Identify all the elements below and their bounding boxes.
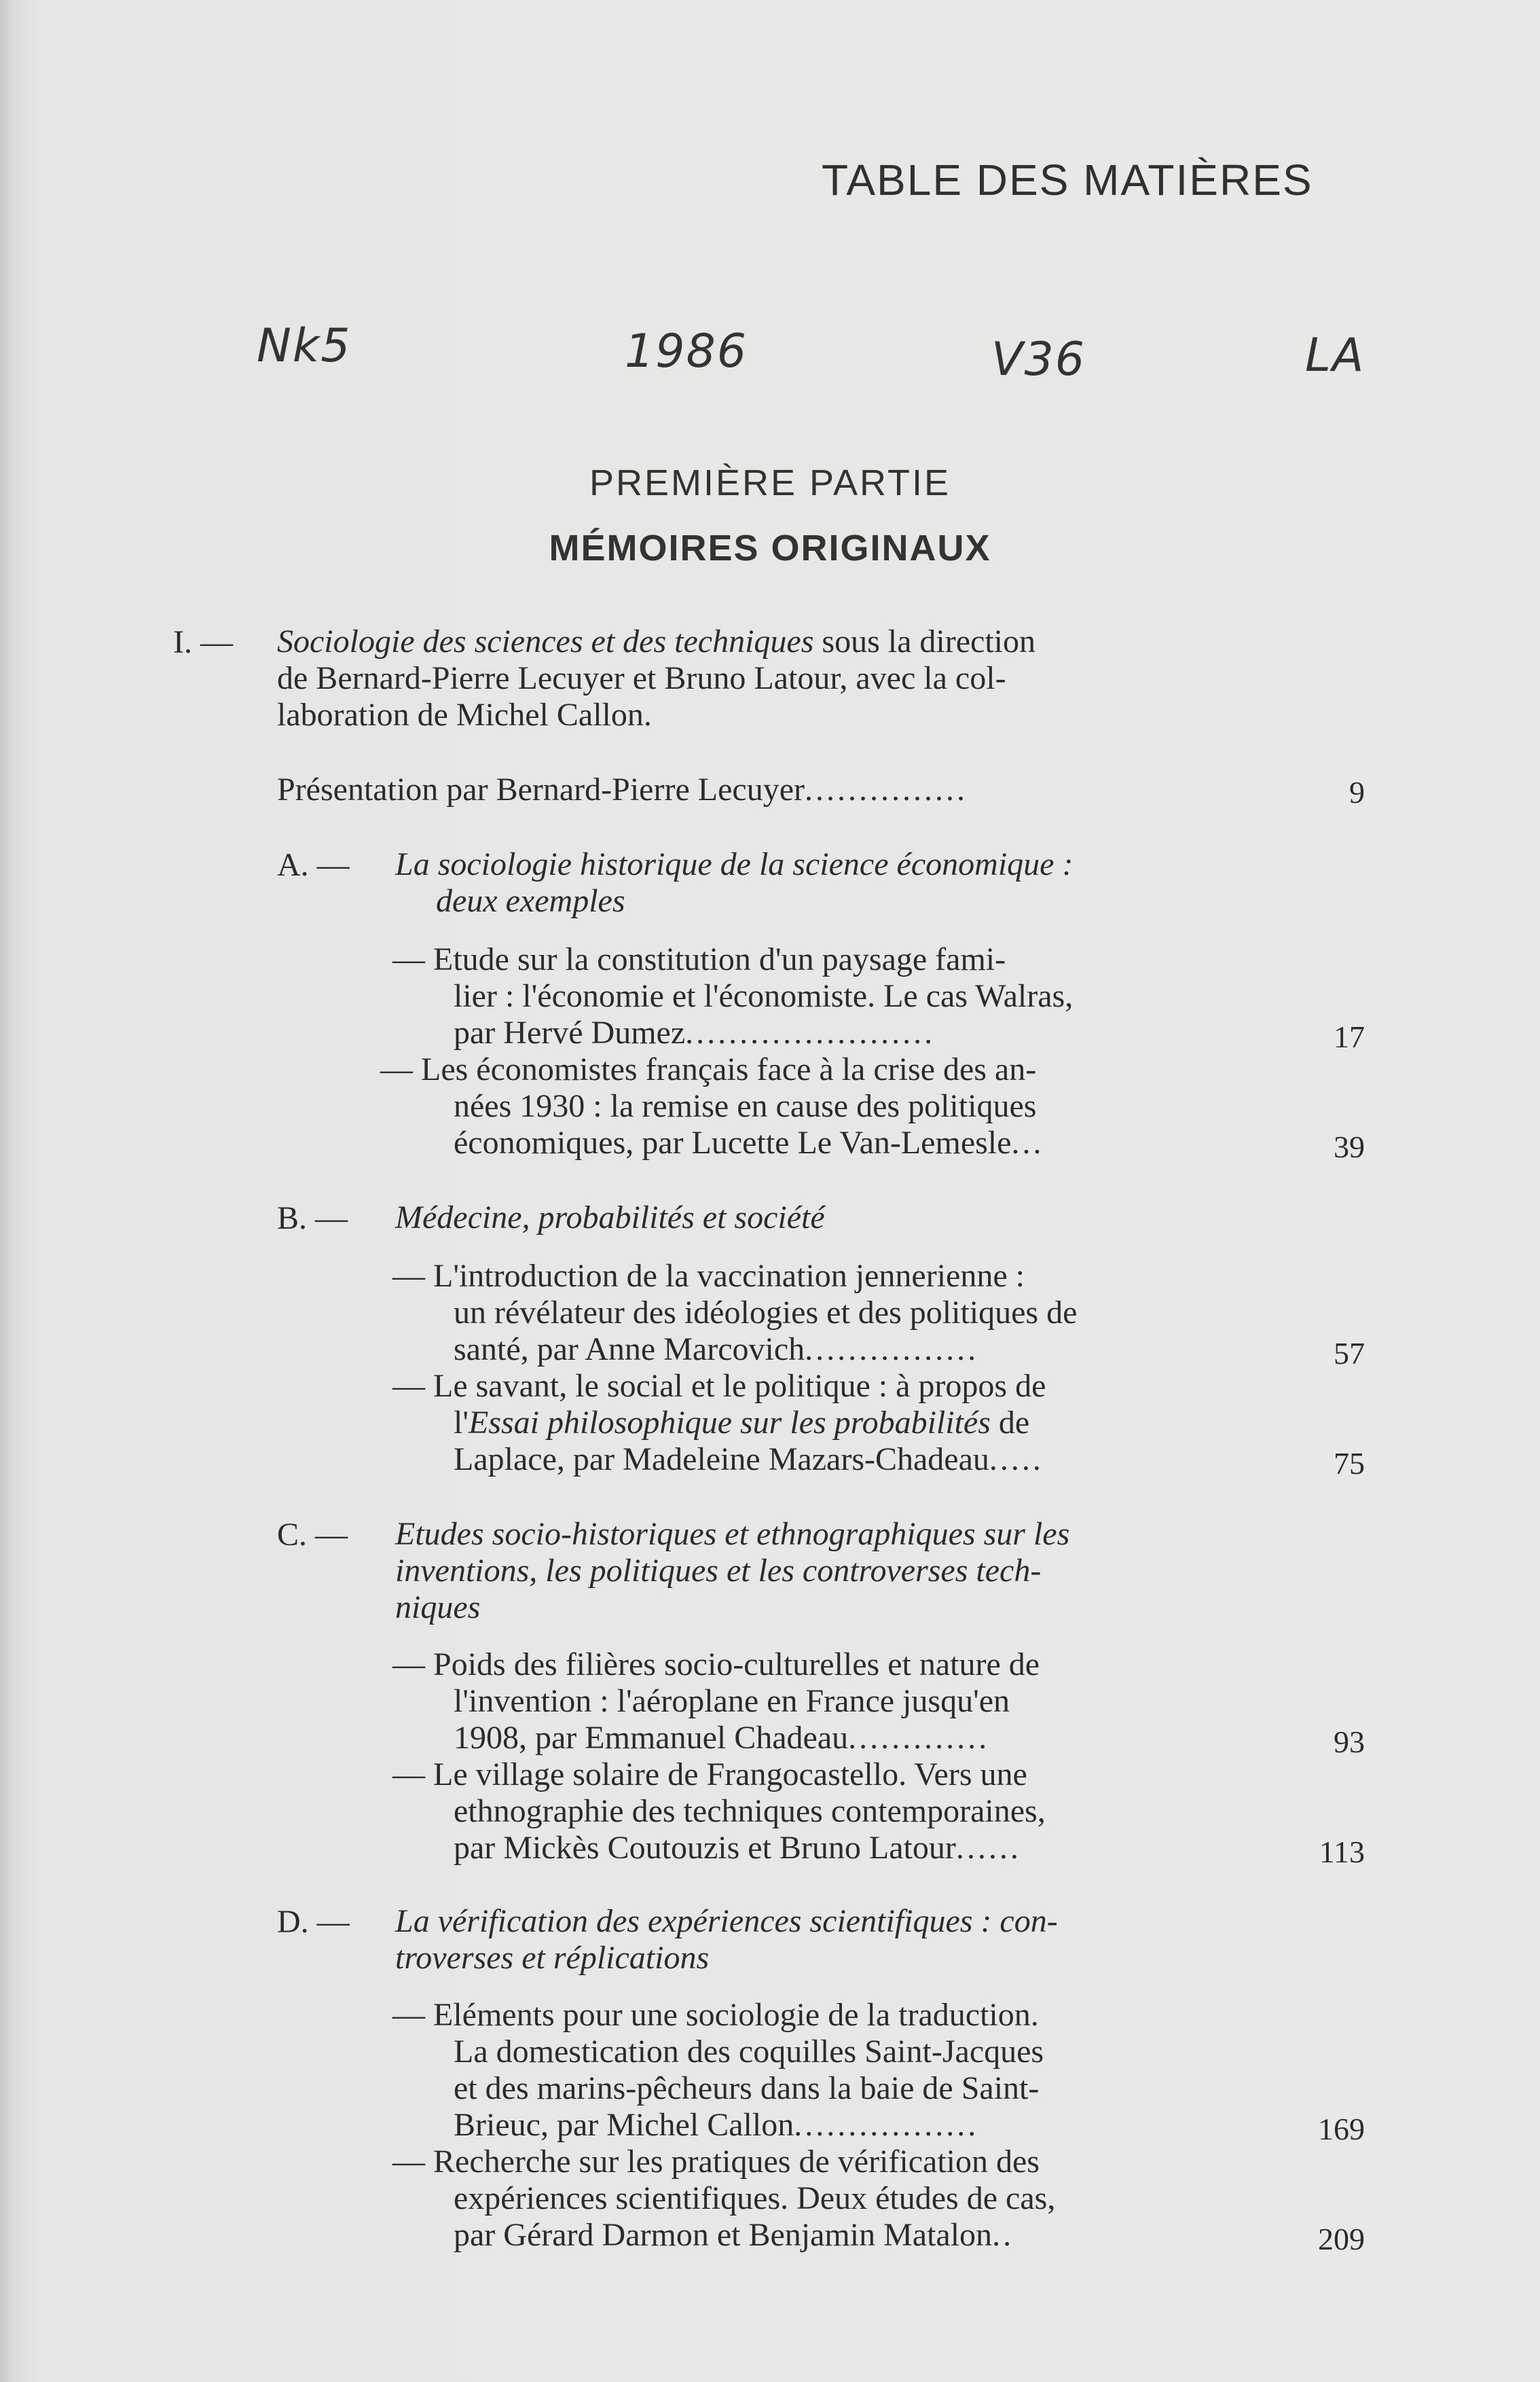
- toc-entry-text: — Etude sur la constitution d'un paysage fami-: [392, 941, 1006, 977]
- section-title-italic: Sociologie des sciences et des techniques: [277, 624, 814, 660]
- toc-entry-author: par Hervé Dumez: [454, 1015, 686, 1051]
- subsection-title: Etudes socio-historiques et ethnographiques sur les: [395, 1516, 1070, 1552]
- toc-entry-text: — Le savant, le social et le politique : à propos de: [392, 1368, 1046, 1404]
- page-number: 75: [1334, 1446, 1365, 1481]
- dot-leader: .................: [794, 2107, 979, 2143]
- part-title: MÉMOIRES ORIGINAUX: [549, 528, 991, 569]
- toc-entry-text: — L'introduction de la vaccination jennerienne :: [392, 1258, 1025, 1294]
- subsection-title: deux exemples: [436, 883, 625, 919]
- toc-entry-text: [454, 1441, 1044, 1478]
- presentation-label: Présentation par Bernard-Pierre Lecuyer: [277, 772, 805, 808]
- page-header-title: TABLE DES MATIÈRES: [822, 156, 1313, 204]
- section-title-rest: sous la direction: [822, 624, 1036, 660]
- subsection-marker: D. —: [277, 1904, 350, 1940]
- toc-entry-text: ethnographie des techniques contemporaines,: [454, 1793, 1046, 1829]
- handwritten-note: Nk5: [257, 319, 352, 373]
- subsection-marker: C. —: [277, 1517, 348, 1553]
- subsection-title: La vérification des expériences scientifiques : con-: [395, 1903, 1058, 1939]
- toc-entry-text: — Le village solaire de Frangocastello. Vers une: [392, 1756, 1027, 1792]
- toc-entry-text: expériences scientifiques. Deux études de cas,: [454, 2180, 1056, 2216]
- toc-entry-author: par Mickès Coutouzis et Bruno Latour: [454, 1830, 956, 1866]
- section-line: laboration de Michel Callon.: [277, 697, 652, 733]
- part-number: PREMIÈRE PARTIE: [589, 463, 951, 503]
- section-title: [277, 624, 1035, 660]
- toc-entry-author: Brieuc, par Michel Callon: [454, 2107, 794, 2143]
- toc-entry-text: [454, 1015, 935, 1051]
- book-title-italic: Essai philosophique sur les probabilités: [468, 1405, 991, 1441]
- dot-leader: ...: [1011, 1125, 1044, 1161]
- dot-leader: ..: [992, 2217, 1014, 2253]
- toc-entry-text: — Poids des filières socio-culturelles et nature de: [392, 1646, 1040, 1682]
- toc-entry-text: un révélateur des idéologies et des politiques de: [454, 1295, 1078, 1331]
- section-line: de Bernard-Pierre Lecuyer et Bruno Latour, avec la col-: [277, 660, 1006, 696]
- page-number: 113: [1319, 1835, 1365, 1869]
- toc-entry-author: Laplace, par Madeleine Mazars-Chadeau: [454, 1441, 989, 1477]
- page-number: 57: [1334, 1336, 1365, 1371]
- page-number: 169: [1318, 2112, 1365, 2146]
- toc-entry-text: [454, 1125, 1044, 1161]
- subsection-marker: B. —: [277, 1200, 348, 1236]
- page-number: 9: [1349, 775, 1365, 810]
- toc-entry-author: économiques, par Lucette Le Van-Lemesle: [454, 1125, 1012, 1161]
- toc-entry-text: nées 1930 : la remise en cause des politiques: [454, 1088, 1037, 1124]
- toc-entry-author: par Gérard Darmon et Benjamin Matalon: [454, 2217, 993, 2253]
- dot-leader: ...............: [804, 772, 968, 808]
- subsection-title: niques: [395, 1589, 481, 1625]
- handwritten-note: LA: [1305, 329, 1365, 382]
- text-fragment: de: [998, 1405, 1030, 1441]
- toc-entry-text: l'invention : l'aéroplane en France jusqu'en: [454, 1683, 1010, 1719]
- toc-entry-author: 1908, par Emmanuel Chadeau: [454, 1720, 849, 1756]
- page-number: 39: [1334, 1130, 1365, 1164]
- subsection-title: troverses et réplications: [395, 1940, 710, 1976]
- page-number: 209: [1318, 2222, 1365, 2256]
- dot-leader: .............: [848, 1720, 990, 1756]
- subsection-title: inventions, les politiques et les controverses tech-: [395, 1553, 1042, 1589]
- toc-entry-text: [454, 1331, 978, 1368]
- dot-leader: .......................: [685, 1015, 936, 1051]
- toc-entry-text: — Les économistes français face à la crise des an-: [380, 1051, 1037, 1087]
- handwritten-note: V36: [991, 333, 1086, 386]
- toc-entry-text: — Recherche sur les pratiques de vérification des: [392, 2144, 1040, 2180]
- toc-entry-text: [454, 1830, 1021, 1866]
- handwritten-note: 1986: [625, 325, 748, 378]
- page-number: 17: [1334, 1019, 1365, 1054]
- dot-leader: ................: [805, 1331, 979, 1367]
- section-marker: I. —: [173, 624, 233, 660]
- toc-entry-text: — Eléments pour une sociologie de la traduction.: [392, 1997, 1039, 2033]
- toc-entry-text: [454, 2217, 1014, 2254]
- toc-entry-text: [454, 1405, 1029, 1441]
- toc-entry-author: santé, par Anne Marcovich: [454, 1331, 805, 1367]
- toc-entry-text: [454, 1720, 989, 1756]
- toc-entry-text: lier : l'économie et l'économiste. Le cas Walras,: [454, 978, 1074, 1014]
- toc-entry-text: et des marins-pêcheurs dans la baie de Saint-: [454, 2070, 1040, 2106]
- dot-leader: ......: [955, 1830, 1021, 1866]
- toc-entry-text: [277, 772, 968, 808]
- subsection-marker: A. —: [277, 847, 350, 883]
- page-number: 93: [1334, 1725, 1365, 1759]
- toc-entry-text: La domestication des coquilles Saint-Jacques: [454, 2034, 1044, 2070]
- text-fragment: l': [454, 1405, 469, 1441]
- subsection-title: La sociologie historique de la science économique :: [395, 846, 1074, 882]
- toc-entry-text: [454, 2107, 978, 2144]
- dot-leader: .....: [989, 1441, 1044, 1477]
- subsection-title: Médecine, probabilités et société: [395, 1199, 825, 1235]
